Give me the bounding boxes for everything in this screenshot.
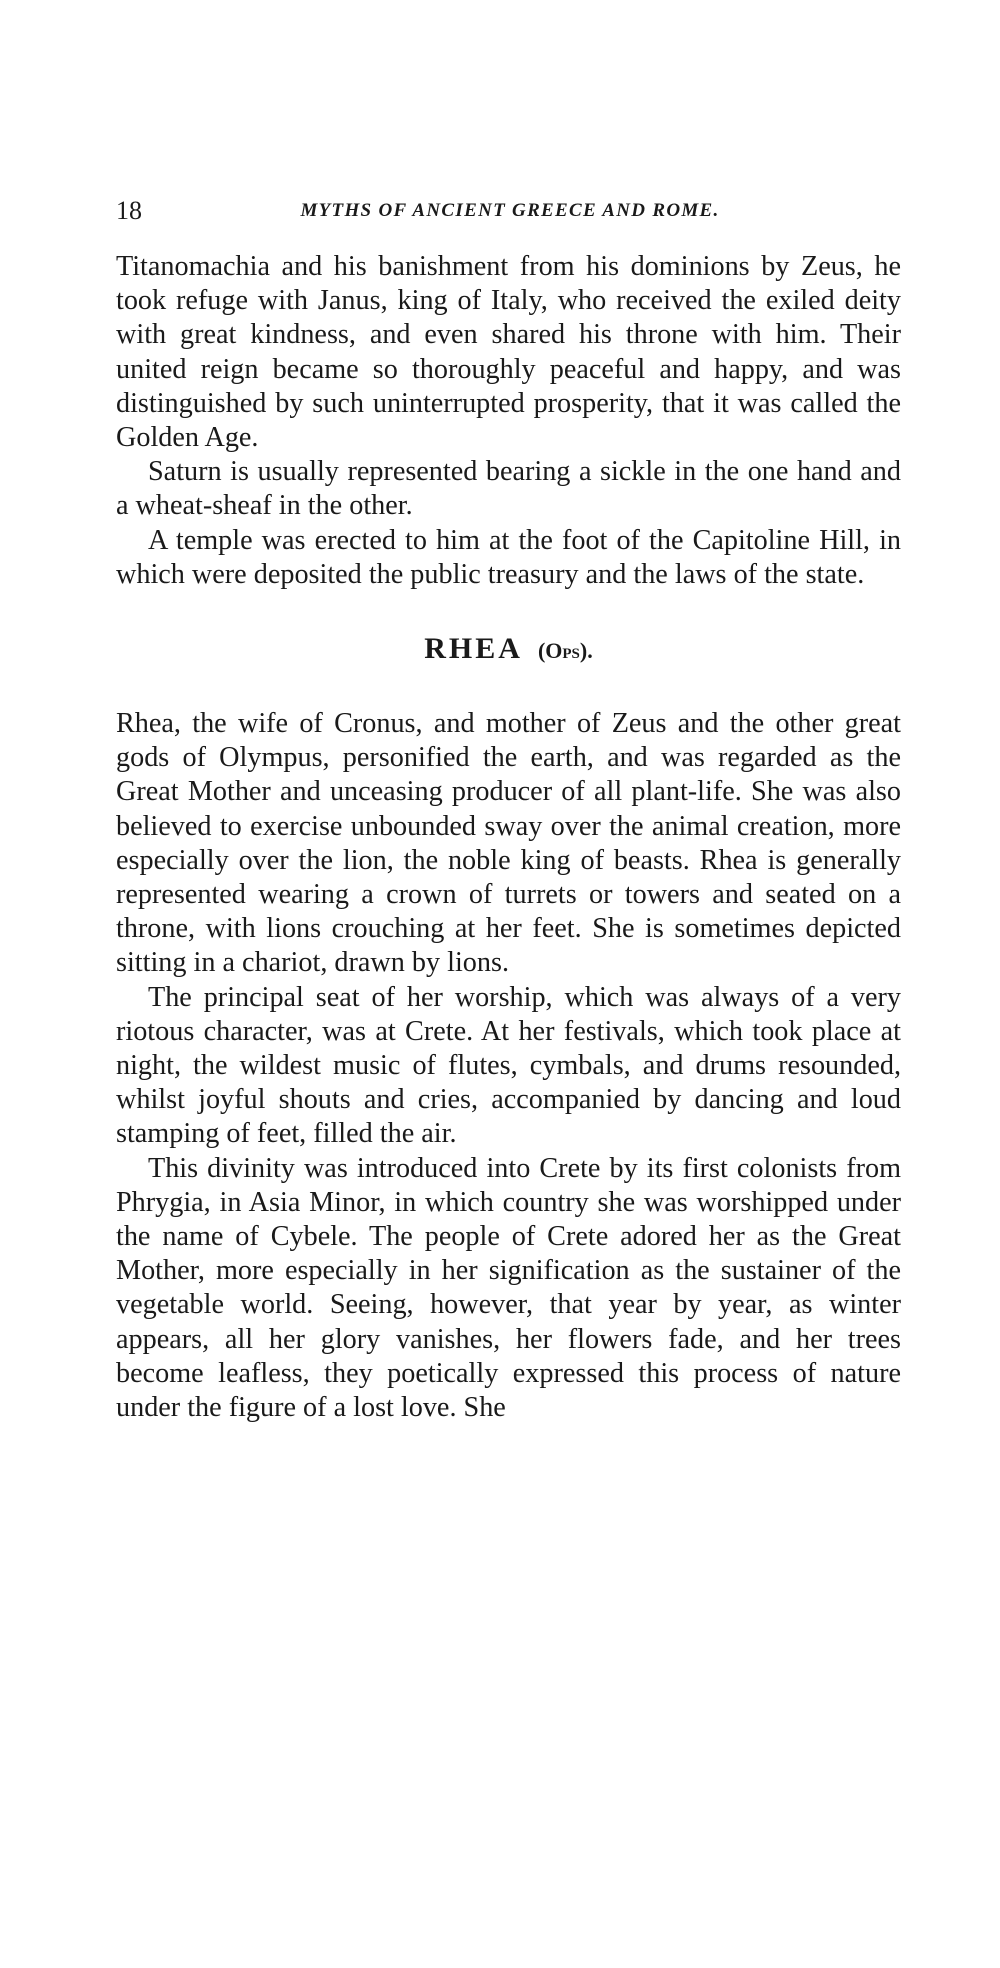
section-heading-rhea <box>116 632 901 668</box>
paragraph-rhea-description: Rhea, the wife of Cronus, and mother of Zeus and the other great gods of Olympus, personified the earth, and was regarded as the Great Mother and unceasing producer of all plant-life. She was also believed to exercise unbounded sway over the animal creation, more especially over the lion, the noble king of beasts. Rhea is generally represented wearing a crown of turrets or towers and seated on a throne, with lions crouching at her feet. She is sometimes depicted sitting in a chariot, drawn by lions. <box>116 708 901 979</box>
page-header <box>116 194 904 228</box>
paragraph-rhea-worship: The principal seat of her worship, which was always of a very riotous character, was at Crete. At her festivals, which took place at night, the wildest music of flutes, cymbals, and drums resounded, whilst joyful shouts and cries, accompanied by dancing and loud stamping of feet, filled the air. <box>116 981 901 1150</box>
running-head: MYTHS OF ANCIENT GREECE AND ROME. <box>300 200 720 221</box>
body-text <box>116 250 901 1425</box>
paragraph-saturn-attributes: Saturn is usually represented bearing a sickle in the one hand and a wheat-sheaf in the other. <box>116 456 901 522</box>
paragraph-rhea-cybele: This divinity was introduced into Crete by its first colonists from Phrygia, in Asia Minor, in which country she was worshipped under the name of Cybele. The people of Crete adored her as the Great Mother, more especially in her signification as the sustainer of the vegetable world. Seeing, however, that year by year, as winter appears, all her glory vanishes, her flowers fade, and her trees become leafless, they poetically expressed this process of nature under the figure of a lost love. She <box>116 1152 901 1424</box>
paragraph-saturn-reign: Titanomachia and his banishment from his dominions by Zeus, he took refuge with Janus, king of Italy, who received the exiled deity with great kindness, and even shared his throne with him. Their united reign became so thoroughly peaceful and happy, and was distinguished by such uninterrupted prosperity, that it was called the Golden Age. <box>116 251 901 454</box>
paragraph-saturn-temple: A temple was erected to him at the foot of the Capitoline Hill, in which were deposited the public treasury and the laws of the state. <box>116 524 901 590</box>
page-number: 18 <box>116 196 142 225</box>
section-subtitle: (Ops). <box>537 638 593 664</box>
section-title: RHEA <box>424 632 523 666</box>
